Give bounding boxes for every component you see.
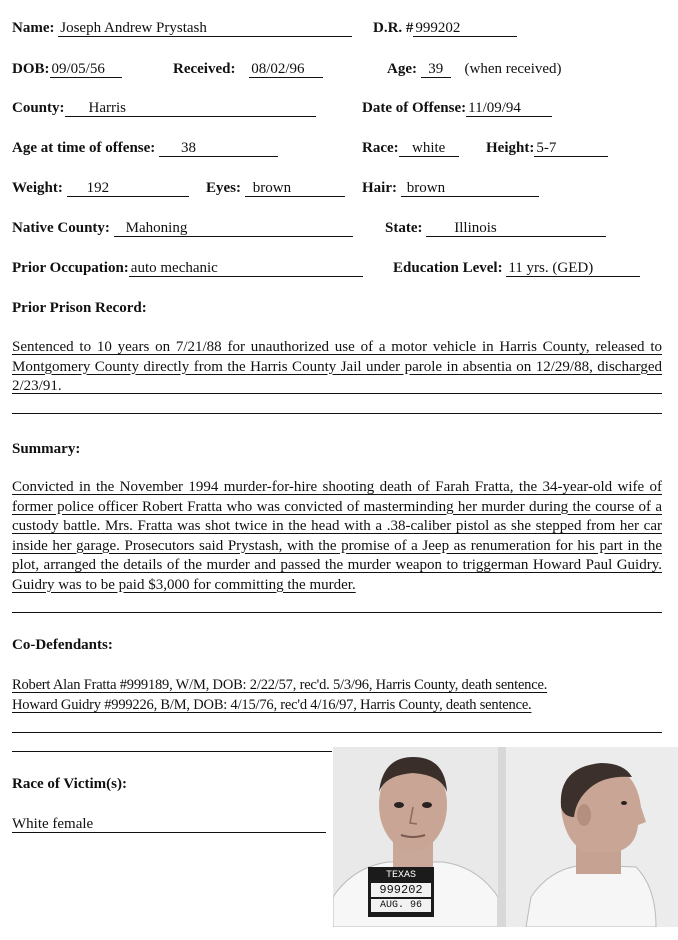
dob-field bbox=[12, 61, 122, 78]
county-field bbox=[12, 100, 316, 117]
victim-field bbox=[12, 816, 326, 833]
name-value: Joseph Andrew Prystash bbox=[58, 21, 352, 37]
race-field bbox=[362, 140, 459, 157]
received-field bbox=[173, 61, 323, 78]
codefendants-line bbox=[12, 751, 332, 752]
offense-date-field bbox=[362, 100, 552, 117]
age-label: Age: bbox=[387, 61, 417, 77]
age-offense-label: Age at time of offense: bbox=[12, 140, 156, 156]
state-value: Illinois bbox=[426, 221, 606, 237]
victim-heading: Race of Victim(s): bbox=[12, 776, 127, 792]
height-value: 5-7 bbox=[534, 141, 608, 157]
eyes-field bbox=[206, 180, 345, 197]
race-label: Race: bbox=[362, 140, 399, 156]
height-label: Height: bbox=[486, 140, 535, 156]
dob-value: 09/05/56 bbox=[50, 62, 122, 78]
mugshot-photos bbox=[333, 747, 678, 927]
state-field bbox=[385, 220, 606, 237]
age-offense-field bbox=[12, 140, 278, 157]
weight-value: 192 bbox=[67, 181, 189, 197]
placard-line-1: TEXAS bbox=[385, 870, 416, 881]
summary-text bbox=[12, 478, 662, 595]
native-county-field bbox=[12, 220, 353, 237]
name-label: Name: bbox=[12, 20, 55, 36]
offense-date-value: 11/09/94 bbox=[466, 101, 552, 117]
education-field bbox=[393, 260, 640, 277]
name-field bbox=[12, 20, 352, 37]
weight-field bbox=[12, 180, 189, 197]
race-value: white bbox=[399, 141, 459, 157]
state-label: State: bbox=[385, 220, 423, 236]
dr-field bbox=[373, 20, 517, 37]
summary-body: Convicted in the November 1994 murder-for-hire shooting death of Farah Fratta, the 34-year-old wife of former police officer Robert Fratta who was convicted of masterminding her murder during the course of a custody battle. Mrs. Fratta was shot twice in the head with a .38-caliber pistol as she stepped from her car inside her garage. Prosecutors said Prystash, with the promise of a Jeep as renumeration for his part in the plot, arranged the details of the murder and passed the murder weapon to triggerman Howard Paul Guidry. Guidry was to be paid $3,000 for committing the murder. bbox=[12, 479, 662, 593]
age-note: (when received) bbox=[464, 61, 562, 77]
hair-field bbox=[362, 180, 539, 197]
weight-label: Weight: bbox=[12, 180, 63, 196]
received-label: Received: bbox=[173, 61, 236, 77]
age-offense-value: 38 bbox=[159, 141, 278, 157]
codefendant-2-text: Howard Guidry #999226, B/M, DOB: 4/15/76, rec'd 4/16/97, Harris County, death sentence. bbox=[12, 697, 532, 713]
profile-portrait-image bbox=[506, 747, 678, 927]
codefendants-line bbox=[12, 732, 662, 733]
dr-label: D.R. # bbox=[373, 20, 414, 36]
codefendant-1 bbox=[12, 677, 547, 694]
age-field bbox=[387, 61, 562, 78]
county-label: County: bbox=[12, 100, 65, 116]
victim-value: White female bbox=[12, 817, 326, 833]
occupation-field bbox=[12, 260, 363, 277]
native-county-label: Native County: bbox=[12, 220, 110, 236]
summary-line bbox=[12, 612, 662, 613]
dr-value: 999202 bbox=[413, 21, 517, 37]
eyes-label: Eyes: bbox=[206, 180, 241, 196]
mugshot-profile bbox=[506, 747, 678, 927]
id-placard bbox=[368, 867, 434, 917]
prior-prison-heading: Prior Prison Record: bbox=[12, 300, 147, 316]
height-field bbox=[486, 140, 608, 157]
codefendant-1-text: Robert Alan Fratta #999189, W/M, DOB: 2/22/57, rec'd. 5/3/96, Harris County, death sentence. bbox=[12, 677, 548, 693]
summary-heading: Summary: bbox=[12, 441, 81, 457]
eyes-value: brown bbox=[245, 181, 345, 197]
dob-label: DOB: bbox=[12, 61, 50, 77]
prior-prison-line bbox=[12, 413, 662, 414]
prior-prison-line bbox=[12, 393, 662, 394]
codefendant-2 bbox=[12, 697, 531, 714]
education-label: Education Level: bbox=[393, 260, 503, 276]
prior-prison-body: Sentenced to 10 years on 7/21/88 for unauthorized use of a motor vehicle in Harris County, released to Montgomery County directly from the Harris County Jail under parole in absentia on 12/29/88, discharged 2/23/91. bbox=[12, 339, 662, 394]
received-value: 08/02/96 bbox=[249, 62, 323, 78]
mugshot-front bbox=[333, 747, 498, 927]
county-value: Harris bbox=[65, 101, 316, 117]
placard-line-3: AUG. 96 bbox=[371, 899, 431, 912]
occupation-value: auto mechanic bbox=[129, 261, 363, 277]
hair-value: brown bbox=[401, 181, 539, 197]
education-value: 11 yrs. (GED) bbox=[506, 261, 640, 277]
hair-label: Hair: bbox=[362, 180, 397, 196]
occupation-label: Prior Occupation: bbox=[12, 260, 129, 276]
prior-prison-text bbox=[12, 338, 662, 397]
age-value: 39 bbox=[421, 62, 451, 78]
native-county-value: Mahoning bbox=[114, 221, 353, 237]
placard-line-2: 999202 bbox=[371, 883, 431, 897]
offense-date-label: Date of Offense: bbox=[362, 100, 467, 116]
codefendants-heading: Co-Defendants: bbox=[12, 637, 113, 653]
